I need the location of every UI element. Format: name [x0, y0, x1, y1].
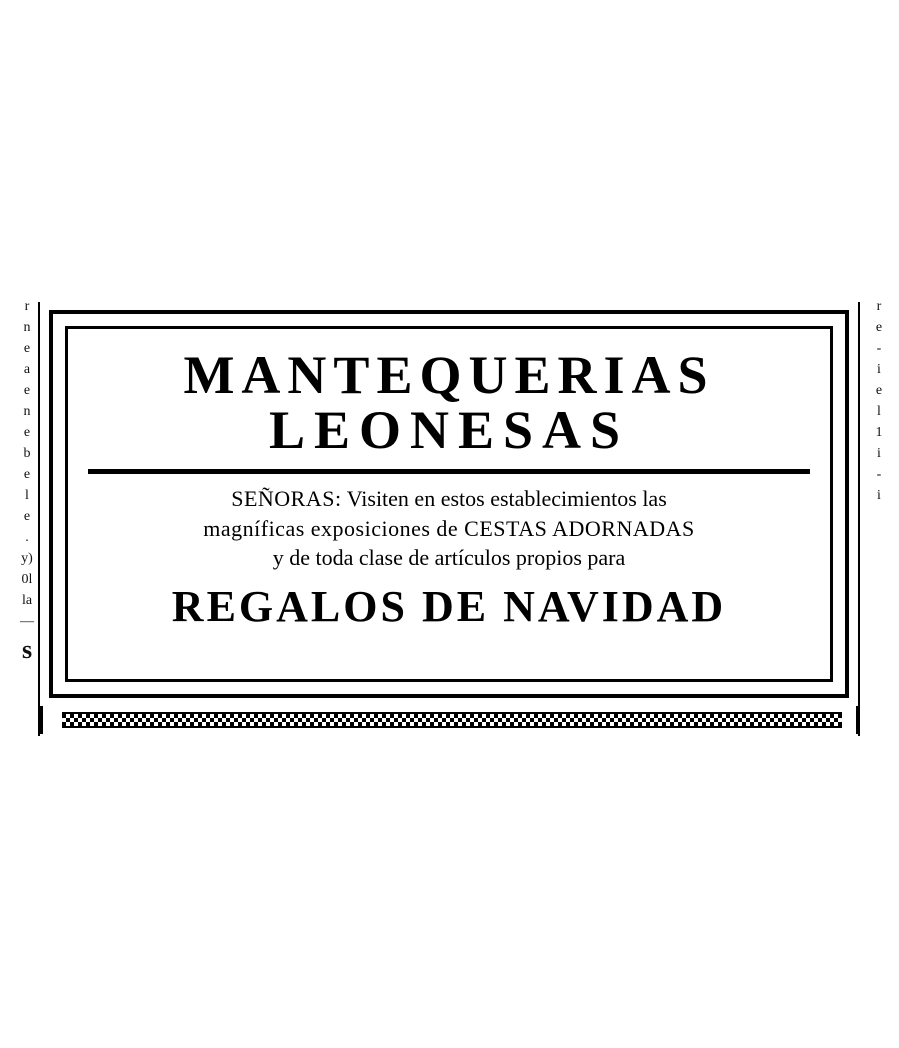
fragment-glyph: e [23, 425, 31, 440]
fragment-glyph: r [24, 299, 30, 314]
fragment-glyph: — [20, 614, 34, 629]
column-rule-right [858, 302, 860, 736]
ad-body-copy [84, 484, 814, 573]
ad-headline-line-1: MANTEQUERIAS [183, 345, 715, 405]
fragment-glyph: i [877, 446, 881, 461]
fragment-glyph: e [875, 383, 883, 398]
fragment-glyph: 1 [875, 425, 883, 440]
fragment-glyph: n [23, 404, 31, 419]
fragment-glyph: a [23, 362, 31, 377]
fragment-glyph: 0l [21, 572, 33, 587]
fragment-glyph: la [21, 593, 33, 608]
body-line-1 [90, 484, 808, 514]
body-salutation: SEÑORAS: [231, 485, 342, 511]
advertisement-inner-frame [65, 326, 833, 682]
fragment-glyph: - [876, 467, 882, 482]
fragment-glyph: i [877, 362, 881, 377]
fragment-glyph: r [876, 299, 882, 314]
fragment-glyph: e [23, 467, 31, 482]
fragment-glyph: e [875, 320, 883, 335]
fragment-glyph: i [877, 488, 881, 503]
ad-slogan: REGALOS DE NAVIDAD [171, 581, 727, 631]
fragment-glyph: b [23, 446, 31, 461]
divider-rule [88, 469, 810, 474]
fragment-glyph: l [877, 404, 881, 419]
body-line-1-text: Visiten en estos establecimientos las [346, 485, 667, 511]
fragment-glyph: - [876, 341, 882, 356]
fragment-glyph: e [23, 341, 31, 356]
fragment-glyph: e [23, 383, 31, 398]
fragment-glyph: . [25, 530, 29, 545]
right-column-fragment [866, 300, 892, 510]
column-rule-left [38, 302, 40, 736]
fragment-glyph: y) [21, 551, 33, 566]
fragment-glyph: e [23, 509, 31, 524]
band-tick-right [856, 706, 859, 734]
fragment-glyph: s [21, 635, 33, 664]
body-line-3: y de toda clase de artículos propios para [272, 545, 626, 571]
ad-headline-line-2: LEONESAS [268, 399, 630, 460]
decorative-checker-band [62, 712, 842, 728]
advertisement-box [49, 310, 849, 698]
left-column-fragment [14, 300, 40, 670]
fragment-glyph: n [23, 320, 31, 335]
body-line-2: magníficas exposiciones de CESTAS ADORNADAS [203, 515, 695, 541]
fragment-glyph: l [25, 488, 29, 503]
band-tick-left [40, 706, 43, 734]
